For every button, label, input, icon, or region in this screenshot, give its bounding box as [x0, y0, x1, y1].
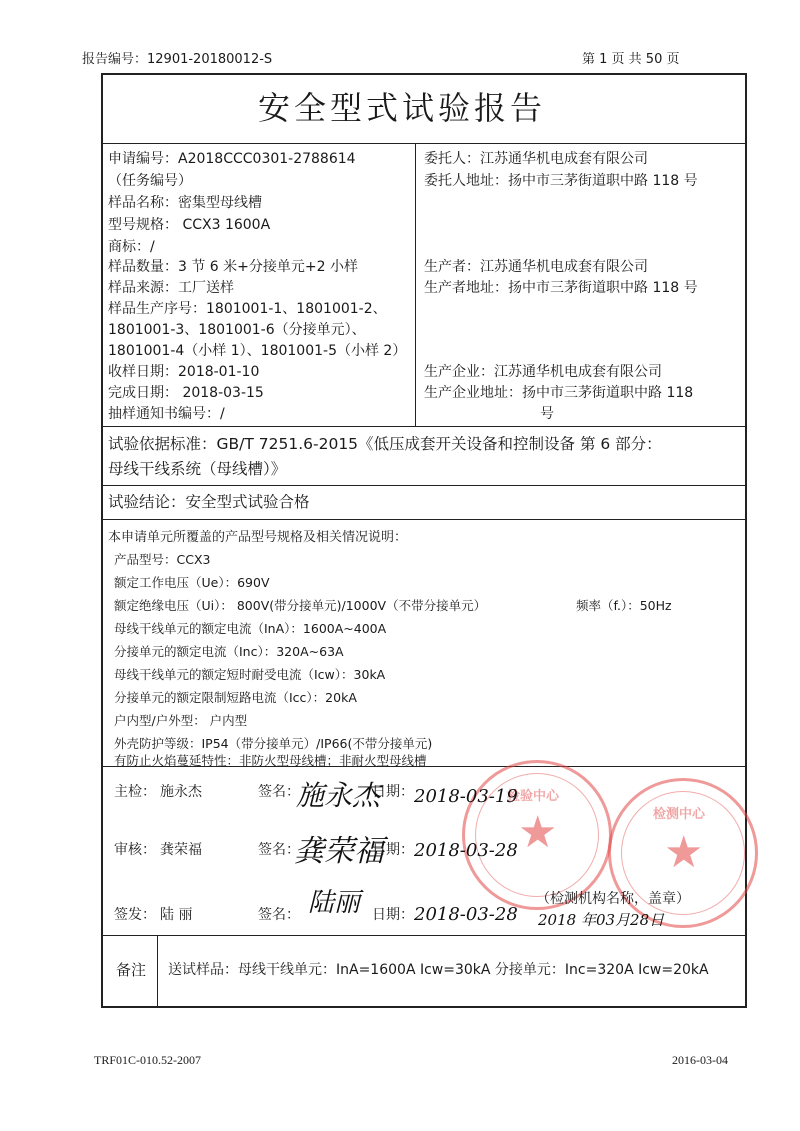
- issuer-label: 签发：: [114, 907, 156, 923]
- stamp-text: 检测中心: [653, 807, 706, 822]
- frequency: 频率（f.）：50Hz: [576, 598, 672, 613]
- coverage-line: 额定工作电压（Ue）：690V: [114, 575, 270, 590]
- handwritten-date: 2018-03-28: [414, 904, 518, 925]
- star-icon: ★: [518, 807, 558, 858]
- form-number: TRF01C-010.52-2007: [94, 1053, 202, 1067]
- divider: [415, 143, 416, 426]
- issuer-name: 陆 丽: [160, 907, 193, 923]
- page-title: 安全型式试验报告: [258, 89, 547, 127]
- stamp-caption: （检测机构名称，盖章）: [536, 891, 690, 907]
- divider: [101, 935, 747, 936]
- sample-quantity: 样品数量：3 节 6 米+分接单元+2 小样: [108, 259, 358, 275]
- divider: [101, 143, 747, 144]
- coverage-line: 分接单元的额定电流（Inc）：320A~63A: [114, 644, 344, 659]
- divider: [101, 519, 747, 520]
- trademark: 商标：/: [108, 239, 155, 255]
- handwritten-signature: 施永杰: [296, 779, 381, 812]
- producer-address: 生产者地址：扬中市三茅街道职中路 118 号: [424, 280, 698, 296]
- signature-label: 签名：: [258, 842, 300, 858]
- sample-source: 样品来源：工厂送样: [108, 280, 234, 296]
- inspection-stamp: [462, 760, 612, 910]
- date-label: 日期：: [372, 784, 414, 800]
- coverage-line: 母线干线单元的额定短时耐受电流（Icw）：30kA: [114, 667, 386, 682]
- star-icon: ★: [664, 827, 704, 878]
- report-number: 报告编号：12901-20180012-S: [82, 52, 273, 67]
- chief-inspector-label: 主检：: [114, 784, 156, 800]
- model-spec: 型号规格： CCX3 1600A: [108, 217, 271, 233]
- coverage-line: 外壳防护等级：IP54（带分接单元）/IP66(不带分接单元): [114, 736, 433, 751]
- coverage-line: 分接单元的额定限制短路电流（Icc）：20kA: [114, 690, 357, 705]
- test-conclusion: 试验结论：安全型式试验合格: [108, 493, 310, 511]
- sample-serial: 样品生产序号：1801001-1、1801001-2、: [108, 301, 387, 317]
- receive-date: 收样日期：2018-01-10: [108, 364, 260, 380]
- coverage-line: 户内型/户外型： 户内型: [114, 713, 248, 728]
- handwritten-date: 2018-03-28: [414, 840, 518, 861]
- producer-name: 生产者：江苏通华机电成套有限公司: [424, 259, 648, 275]
- coverage-line: 产品型号：CCX3: [114, 552, 211, 567]
- signature-label: 签名：: [258, 907, 300, 923]
- coverage-line: 有防止火焰蔓延特性：非防火型母线槽；非耐火型母线槽: [114, 753, 427, 768]
- client-address: 委托人地址：扬中市三茅街道职中路 118 号: [424, 173, 698, 189]
- divider: [101, 485, 747, 486]
- coverage-line: 额定绝缘电压（Ui）： 800V(带分接单元)/1000V（不带分接单元）: [114, 598, 487, 613]
- handwritten-signature: 陆丽: [308, 888, 361, 918]
- form-date: 2016-03-04: [672, 1053, 728, 1067]
- manufacturer-address-cont: 号: [540, 406, 554, 422]
- coverage-heading: 本申请单元所覆盖的产品型号规格及相关情况说明：: [108, 530, 408, 545]
- manufacturer-name: 生产企业：江苏通华机电成套有限公司: [424, 364, 662, 380]
- divider: [101, 426, 747, 427]
- manufacturer-address: 生产企业地址：扬中市三茅街道职中路 118: [424, 385, 694, 401]
- complete-date: 完成日期： 2018-03-15: [108, 385, 264, 401]
- chief-inspector-name: 施永杰: [160, 784, 202, 800]
- reviewer-label: 审核：: [114, 842, 156, 858]
- sample-name: 样品名称：密集型母线槽: [108, 195, 262, 211]
- signature-label: 签名：: [258, 784, 300, 800]
- date-label: 日期：: [372, 907, 414, 923]
- sample-serial-cont: 1801001-3、1801001-6（分接单元）、: [108, 322, 366, 338]
- sampling-notice-number: 抽样通知书编号：/: [108, 406, 225, 422]
- remark-text: 送试样品：母线干线单元：InA=1600A Icw=30kA 分接单元：Inc=320A Icw=20kA: [168, 962, 709, 978]
- test-standard: 试验依据标准：GB/T 7251.6-2015《低压成套开关设备和控制设备 第 6 部分：: [108, 435, 662, 453]
- handwritten-signature: 龚荣福: [294, 834, 384, 869]
- handwritten-date: 2018-03-19: [414, 786, 518, 807]
- stamp-text: 检验中心: [507, 789, 560, 804]
- date-label: 日期：: [372, 842, 414, 858]
- stamp-date: 2018 年03月28日: [538, 911, 665, 929]
- sample-serial-cont: 1801001-4（小样 1）、1801001-5（小样 2）: [108, 343, 407, 359]
- client-name: 委托人：江苏通华机电成套有限公司: [424, 151, 648, 167]
- test-standard-cont: 母线干线系统（母线槽）》: [108, 460, 287, 478]
- page-info: 第 1 页 共 50 页: [582, 52, 680, 67]
- remark-label: 备注: [116, 961, 147, 979]
- task-number-label: （任务编号）: [108, 173, 192, 189]
- divider: [157, 935, 158, 1008]
- reviewer-name: 龚荣福: [160, 842, 202, 858]
- application-number: 申请编号：A2018CCC0301-2788614: [108, 151, 356, 167]
- coverage-line: 母线干线单元的额定电流（InA）：1600A~400A: [114, 621, 387, 636]
